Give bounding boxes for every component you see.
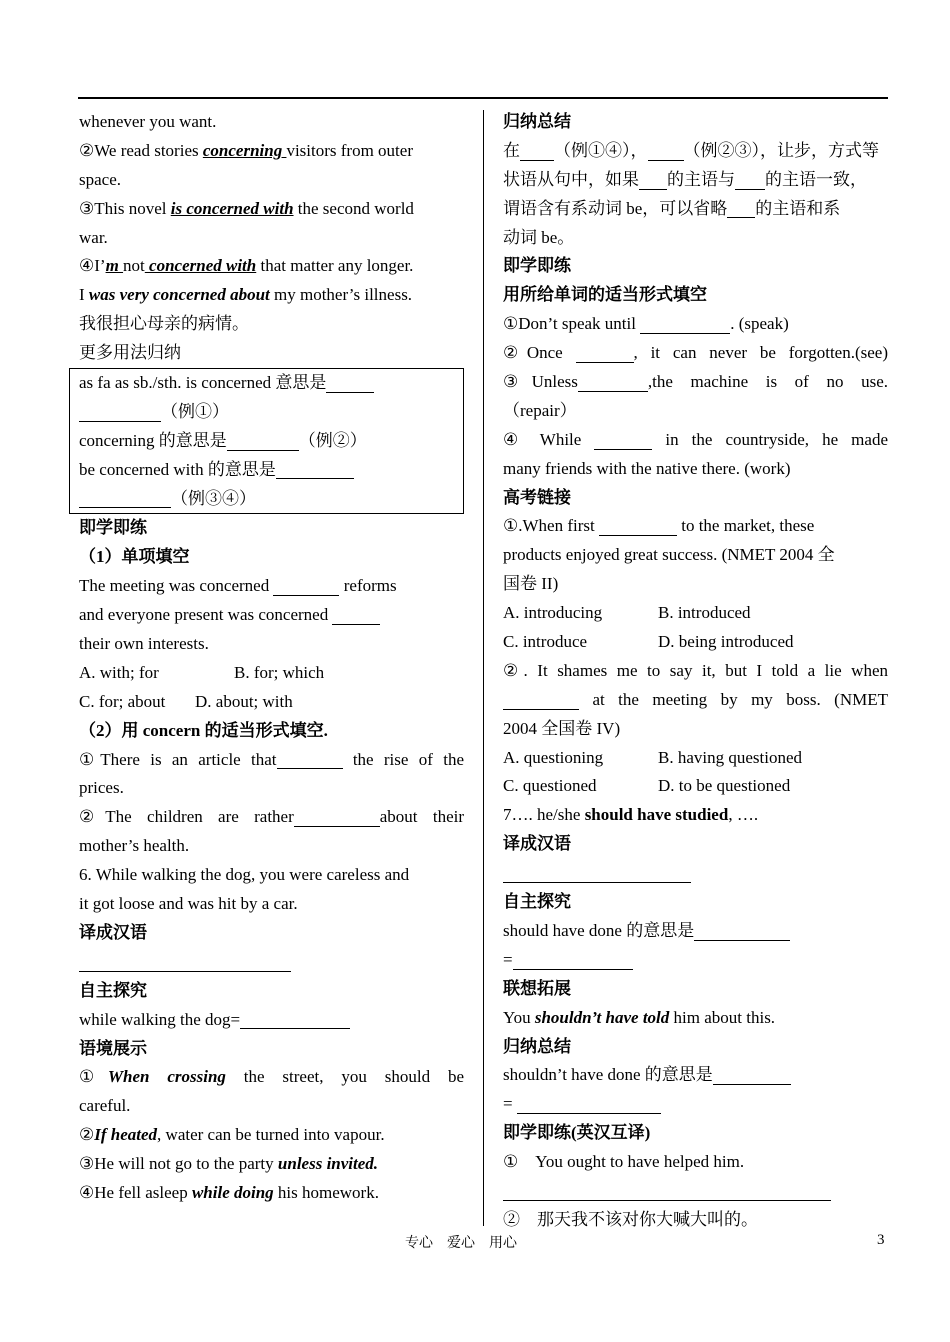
option-d[interactable]: D. about; with xyxy=(195,691,293,711)
answer-blank[interactable] xyxy=(517,1095,661,1114)
section-heading: 自主探究 xyxy=(79,980,147,1000)
answer-blank[interactable] xyxy=(273,577,339,596)
answer-blank[interactable] xyxy=(713,1066,791,1085)
context-example-2: ②If heated, water can be turned into vapour. xyxy=(79,1125,385,1145)
text-line: 我很担心母亲的病情。 xyxy=(79,314,249,334)
option-b[interactable]: B. introduced xyxy=(658,603,751,623)
answer-line xyxy=(79,948,464,977)
answer-blank[interactable] xyxy=(727,200,755,219)
answer-blank[interactable] xyxy=(277,751,343,770)
question-line: ②. It shames me to say it, but I told a lie when xyxy=(503,660,888,680)
question-line: ②The children are rather about their xyxy=(79,807,464,827)
answer-blank[interactable] xyxy=(79,489,171,508)
instruction: 用所给单词的适当形式填空 xyxy=(503,285,707,305)
section-heading: 即学即练(英汉互译) xyxy=(503,1123,651,1143)
example-3: ③This novel is concerned with the second world xyxy=(79,198,414,218)
answer-blank[interactable] xyxy=(639,171,667,190)
summary-line: 动词 be。 xyxy=(503,227,575,247)
keyword: concerned with xyxy=(144,256,257,276)
left-column xyxy=(79,108,464,1208)
summary-line: 谓语含有系动词 be，可以省略 的主语和系 xyxy=(503,198,841,218)
section-heading: 即学即练 xyxy=(79,518,147,538)
footer-motto: 专心 爱心 用心 xyxy=(405,1235,517,1251)
options-row xyxy=(503,744,888,773)
answer-blank[interactable] xyxy=(599,517,677,536)
answer-blank[interactable] xyxy=(640,315,730,334)
answer-blank[interactable] xyxy=(326,374,374,393)
example-4: ④I’m not concerned with that matter any longer. xyxy=(79,256,414,276)
question-line: many friends with the native there. (work) xyxy=(503,458,791,478)
option-a[interactable]: A. introducing xyxy=(503,603,603,623)
question-line: shouldn’t have done 的意思是 xyxy=(503,1061,888,1090)
option-c[interactable]: C. questioned xyxy=(503,776,597,796)
option-a[interactable]: A. with; for xyxy=(79,662,159,682)
context-example-4: ④He fell asleep while doing his homework. xyxy=(79,1182,379,1202)
section-heading: 译成汉语 xyxy=(503,834,571,854)
question-line: ①.When first to the market, these xyxy=(503,516,815,536)
keyword: m xyxy=(105,256,124,276)
option-b[interactable]: B. having questioned xyxy=(658,747,803,767)
answer-blank[interactable] xyxy=(694,922,790,941)
section-heading: 联想拓展 xyxy=(503,978,571,998)
option-c[interactable]: C. introduce xyxy=(503,632,588,652)
context-example-3: ③He will not go to the party unless invited. xyxy=(79,1154,379,1174)
question-line: 国卷 II) xyxy=(503,574,559,594)
keyword: is concerned with xyxy=(170,198,294,218)
sentence-6: 6. While walking the dog, you were careless and xyxy=(79,865,410,885)
answer-blank[interactable] xyxy=(503,864,691,883)
answer-blank[interactable] xyxy=(513,951,633,970)
subsection-heading: （2）用 concern 的适当形式填空. xyxy=(79,720,328,740)
options-row xyxy=(79,659,464,688)
option-b[interactable]: B. for; which xyxy=(234,662,325,682)
column-divider xyxy=(483,110,484,1226)
options-row xyxy=(503,772,888,801)
section-heading: 即学即练 xyxy=(503,256,571,276)
text-line: war. xyxy=(79,227,108,247)
answer-blank[interactable] xyxy=(576,344,634,363)
option-d[interactable]: D. to be questioned xyxy=(658,776,791,796)
translation-item-2: ② 那天我不该对你大喊大叫的。 xyxy=(503,1209,758,1229)
option-a[interactable]: A. questioning xyxy=(503,747,604,767)
box-line: （例①） xyxy=(79,398,463,427)
question-line: 2004 全国卷 IV) xyxy=(503,718,621,738)
translation-item-1: ① You ought to have helped him. xyxy=(503,1152,745,1172)
summary-box xyxy=(69,368,464,514)
question-line: should have done 的意思是 xyxy=(503,917,888,946)
text-line: whenever you want. xyxy=(79,112,217,131)
option-c[interactable]: C. for; about xyxy=(79,691,166,711)
box-line: be concerned with 的意思是 xyxy=(79,456,463,485)
answer-blank[interactable] xyxy=(520,142,554,161)
subsection-heading: （1）单项填空 xyxy=(79,547,190,567)
example-5: I was very concerned about my mother’s illness. xyxy=(79,285,413,305)
box-line: concerning 的意思是 （例②） xyxy=(79,430,367,450)
keyword: concerning xyxy=(202,140,287,160)
question-line: ③Unless ,the machine is of no use. xyxy=(503,372,888,392)
example-line: You shouldn’t have told him about this. xyxy=(503,1007,776,1027)
question-line: ①There is an article that the rise of the xyxy=(79,749,464,769)
question-line: at the meeting by my boss. (NMET xyxy=(503,686,888,715)
question-line: mother’s health. xyxy=(79,836,190,856)
answer-blank[interactable] xyxy=(578,373,648,392)
box-line: as fa as sb./sth. is concerned 意思是 xyxy=(79,369,463,398)
context-example-1: ①When crossing the street, you should be xyxy=(79,1067,465,1087)
header-rule xyxy=(78,97,888,99)
answer-blank[interactable] xyxy=(594,431,652,450)
question-line: （repair） xyxy=(503,400,577,420)
right-column xyxy=(503,108,888,1235)
answer-blank[interactable] xyxy=(332,606,380,625)
question-line: while walking the dog= xyxy=(79,1006,464,1035)
sentence-6-cont: it got loose and was hit by a car. xyxy=(79,894,298,914)
summary-line: 状语从句中，如果 的主语与 的主语一致， xyxy=(503,169,867,189)
text-line: careful. xyxy=(79,1096,131,1116)
section-heading: 更多用法归纳 xyxy=(79,343,181,363)
keyword: was very concerned about xyxy=(88,285,270,305)
summary-line: 在 （例①④）， （例②③），让步，方式等 xyxy=(503,140,879,160)
sentence-7: 7…. he/she should have studied, …. xyxy=(503,805,759,825)
answer-blank[interactable] xyxy=(79,953,291,972)
question-line: = xyxy=(503,1090,888,1119)
answer-blank[interactable] xyxy=(294,808,380,827)
section-heading: 高考链接 xyxy=(503,487,571,507)
answer-blank[interactable] xyxy=(503,691,579,710)
question-line: The meeting was concerned reforms xyxy=(79,576,397,596)
question-line: ①Don’t speak until . (speak) xyxy=(503,314,789,334)
answer-blank[interactable] xyxy=(227,432,299,451)
section-heading: 归纳总结 xyxy=(503,1036,571,1056)
text-line: space. xyxy=(79,169,122,189)
question-line: their own interests. xyxy=(79,634,209,654)
options-row xyxy=(79,688,464,717)
section-heading: 语境展示 xyxy=(79,1038,147,1058)
answer-blank[interactable] xyxy=(503,1182,831,1201)
answer-blank[interactable] xyxy=(240,1011,350,1030)
answer-blank[interactable] xyxy=(276,461,354,480)
section-heading: 译成汉语 xyxy=(79,922,147,942)
answer-line xyxy=(503,1177,888,1206)
section-heading: 归纳总结 xyxy=(503,112,571,131)
page-number: 3 xyxy=(877,1232,885,1248)
box-line: （例③④） xyxy=(79,485,463,514)
question-line: prices. xyxy=(79,778,124,798)
question-line: ②Once , it can never be forgotten.(see) xyxy=(503,343,889,363)
question-line: ④ While in the countryside, he made xyxy=(503,429,888,449)
question-line: products enjoyed great success. (NMET 2004 全 xyxy=(503,545,835,565)
section-heading: 自主探究 xyxy=(503,892,571,912)
answer-line xyxy=(503,859,888,888)
answer-blank[interactable] xyxy=(79,403,161,422)
question-line: and everyone present was concerned xyxy=(79,601,464,630)
answer-blank[interactable] xyxy=(735,171,765,190)
example-2: ②We read stories concerning visitors from outer xyxy=(79,140,413,160)
option-d[interactable]: D. being introduced xyxy=(658,632,794,652)
answer-blank[interactable] xyxy=(648,142,684,161)
options-row xyxy=(503,599,888,628)
question-line: = xyxy=(503,946,888,975)
options-row xyxy=(503,628,888,657)
